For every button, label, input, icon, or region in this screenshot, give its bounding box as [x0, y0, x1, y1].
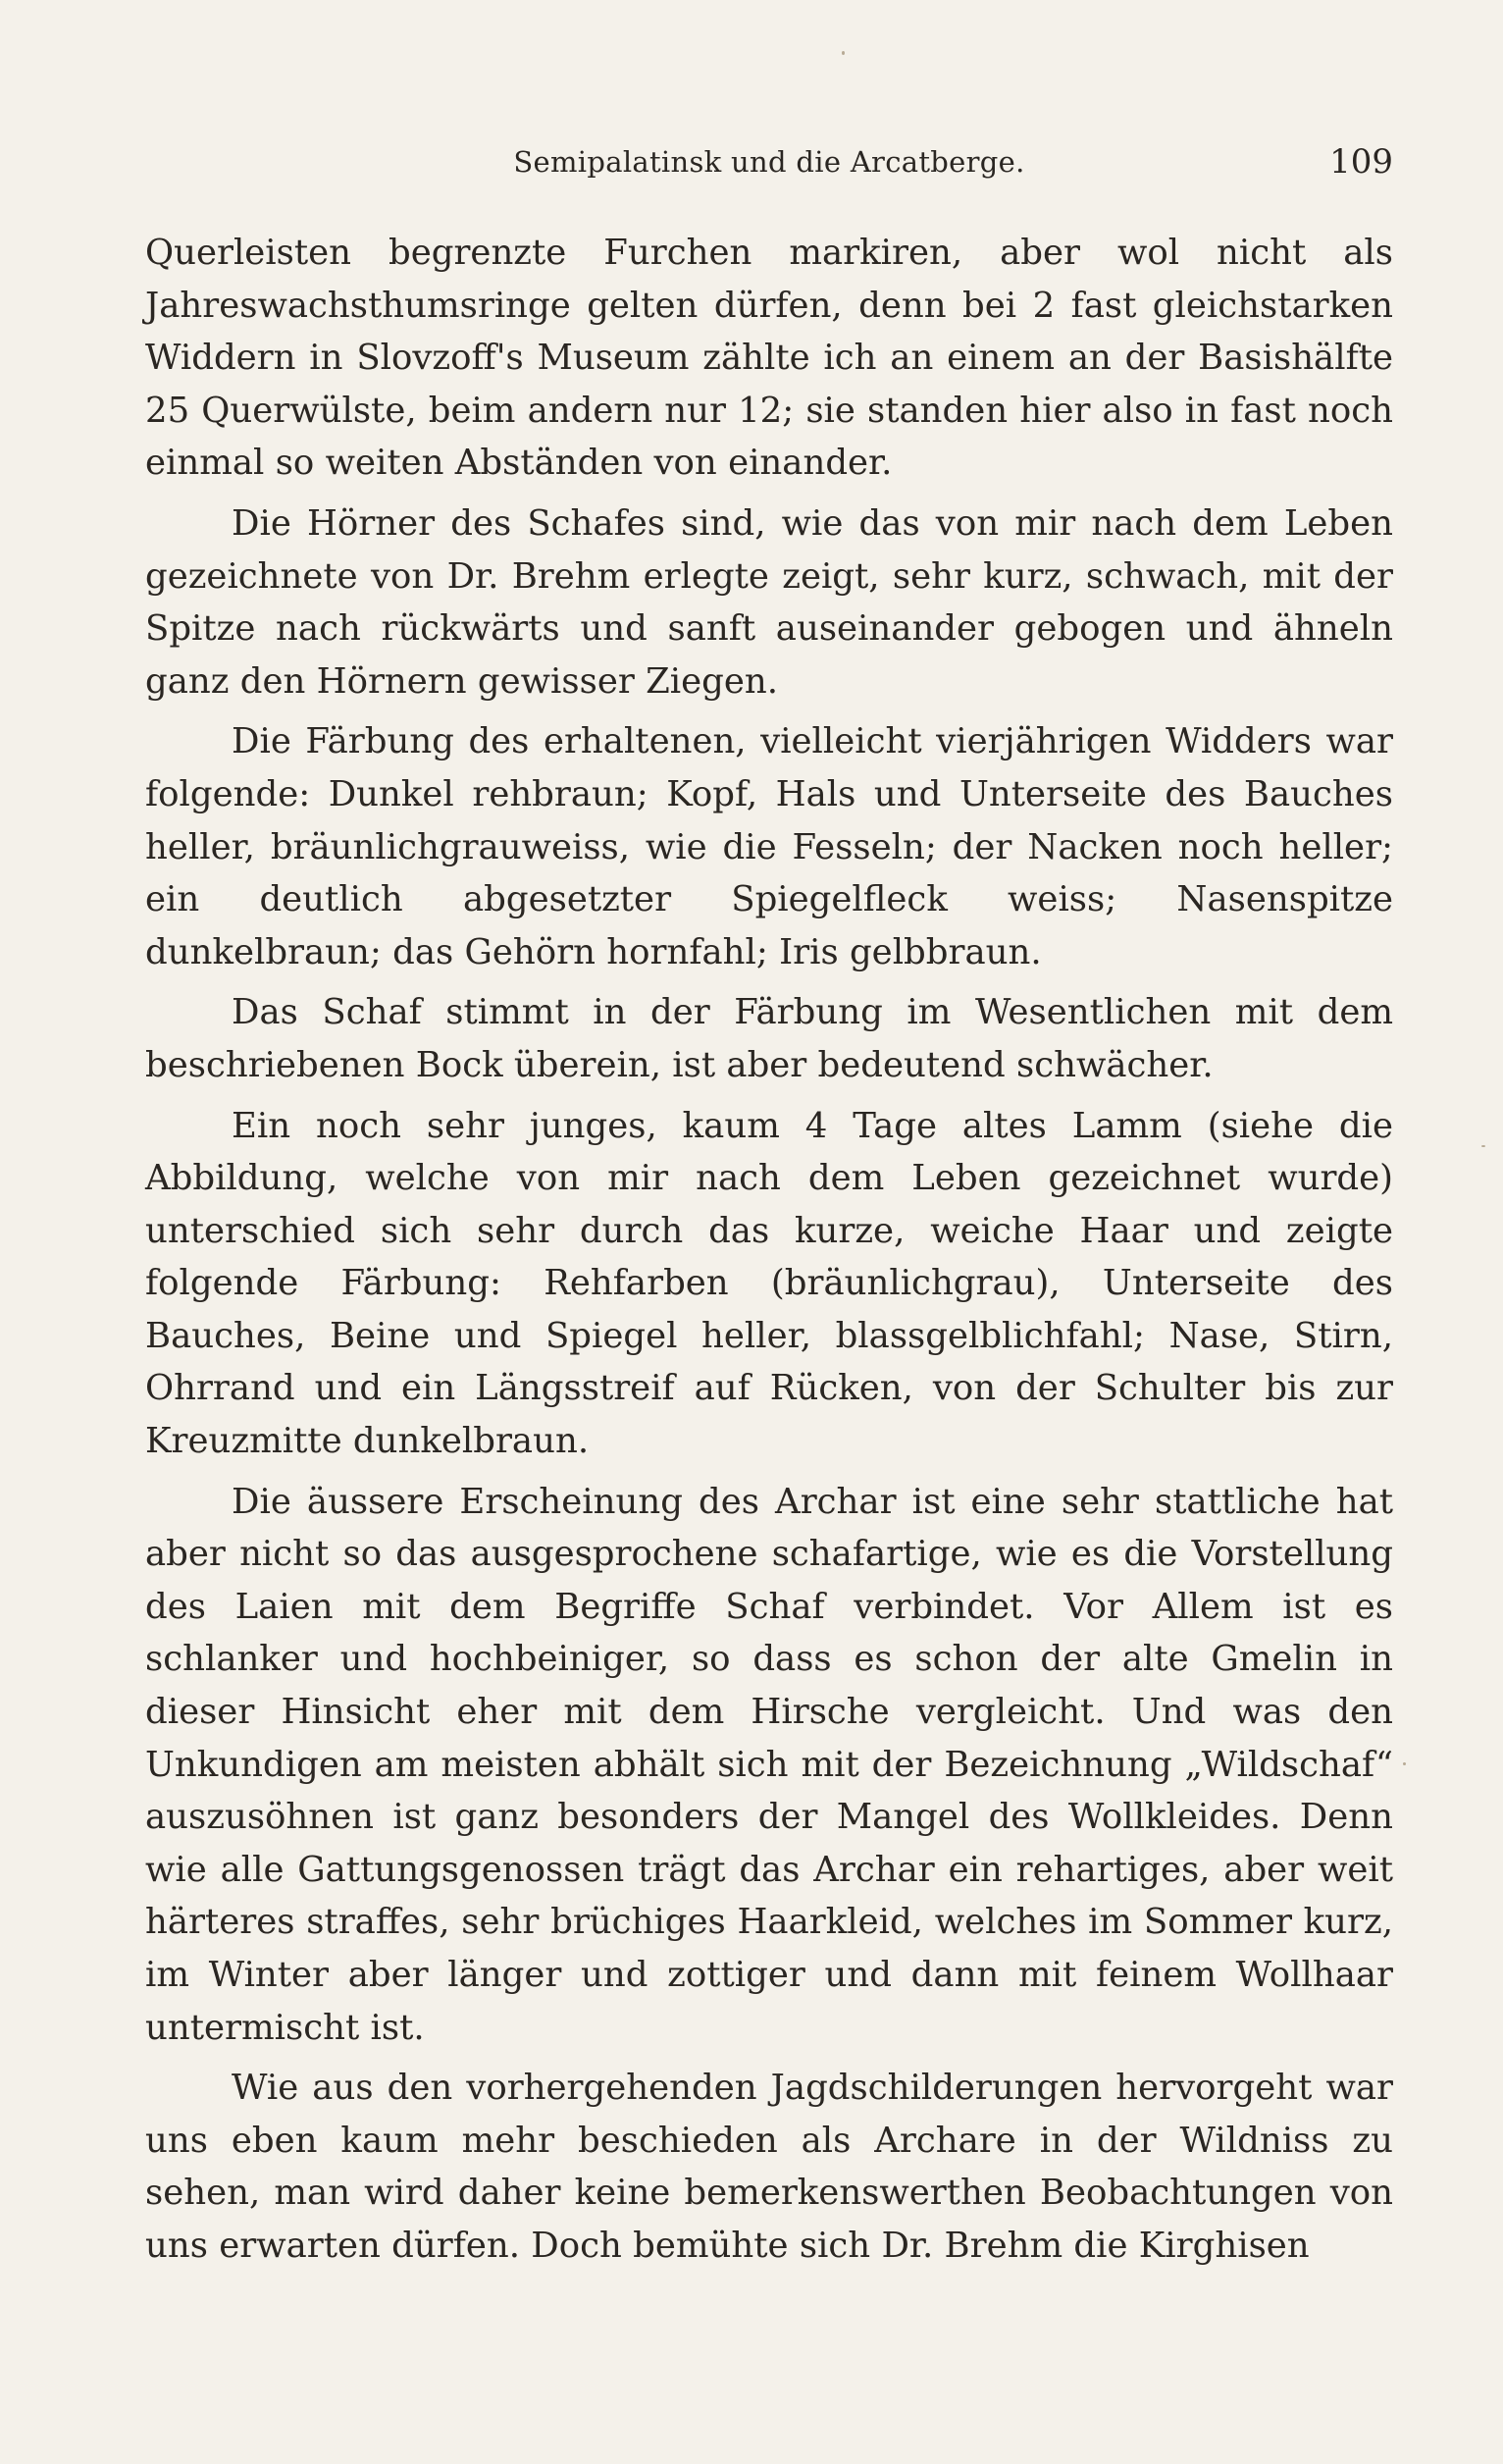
paragraph-5: Ein noch sehr junges, kaum 4 Tage altes Lamm (siehe die Abbildung, welche von mir nach dem Leben gezeichnet wurde) unterschied sich sehr durch das kurze, weiche Haar und zeigte folgende Färbung: Rehfarben (bräunlichgrau), Unterseite des Bauches, Beine und Spiegel heller, blassgelblichfahl; Nase, Stirn, Ohrrand und ein Längsstreif auf Rücken, von der Schulter bis zur Kreuzmitte dunkelbraun. — [145, 1105, 1393, 1462]
page-number: 109 — [1329, 142, 1393, 182]
paper-speck — [1403, 1762, 1406, 1765]
paragraph-6: Die äussere Erscheinung des Archar ist eine sehr stattliche hat aber nicht so das ausgesprochene schafartige, wie es die Vorstellung des Laien mit dem Begriffe Schaf verbindet. Vor Allem ist es schlanker und hochbeiniger, so dass es schon der alte Gmelin in dieser Hinsicht eher mit dem Hirsche vergleicht. Und was den Unkundigen am meisten abhält sich mit der Bezeichnung „Wildschaf“ auszusöhnen ist ganz besonders der Mangel des Wollkleides. Denn wie alle Gattungsgenossen trägt das Archar ein rehartiges, aber weit härteres straffes, sehr brüchiges Haarkleid, welches im Sommer kurz, im Winter aber länger und zottiger und dann mit feinem Wollhaar untermischt ist. — [145, 1481, 1393, 2048]
paper-speck — [1481, 1145, 1485, 1147]
paragraph-4: Das Schaf stimmt in der Färbung im Wesentlichen mit dem beschriebenen Bock überein, ist aber bedeutend schwächer. — [145, 992, 1393, 1085]
running-title: Semipalatinsk und die Arcatberge. — [513, 145, 1025, 179]
running-head — [145, 137, 1393, 186]
paragraph-3: Die Färbung des erhaltenen, vielleicht vierjährigen Widders war folgende: Dunkel rehbraun; Kopf, Hals und Unterseite des Bauches heller, bräunlichgrauweiss, wie die Fesseln; der Nacken noch heller; ein deutlich abgesetzter Spiegelfleck weiss; Nasenspitze dunkelbraun; das Gehörn hornfahl; Iris gelbbraun. — [145, 721, 1393, 972]
paragraph-7: Wie aus den vorhergehenden Jagdschilderungen hervorgeht war uns eben kaum mehr beschieden als Archare in der Wildniss zu sehen, man wird daher keine bemerkenswerthen Beobachtungen von uns erwarten dürfen. Doch bemühte sich Dr. Brehm die Kirghisen — [145, 2068, 1393, 2266]
body-text — [145, 227, 1393, 2273]
paper-speck — [842, 51, 845, 55]
paragraph-1: Querleisten begrenzte Furchen markiren, aber wol nicht als Jahreswachsthumsringe gelten dürfen, denn bei 2 fast gleichstarken Widdern in Slovzoff's Museum zählte ich an einem an der Basishälfte 25 Querwülste, beim andern nur 12; sie standen hier also in fast noch einmal so weiten Abständen von einander. — [145, 233, 1393, 484]
paragraph-2: Die Hörner des Schafes sind, wie das von mir nach dem Leben gezeichnete von Dr. Brehm erlegte zeigt, sehr kurz, schwach, mit der Spitze nach rückwärts und sanft auseinander gebogen und ähneln ganz den Hörnern gewisser Ziegen. — [145, 502, 1393, 702]
